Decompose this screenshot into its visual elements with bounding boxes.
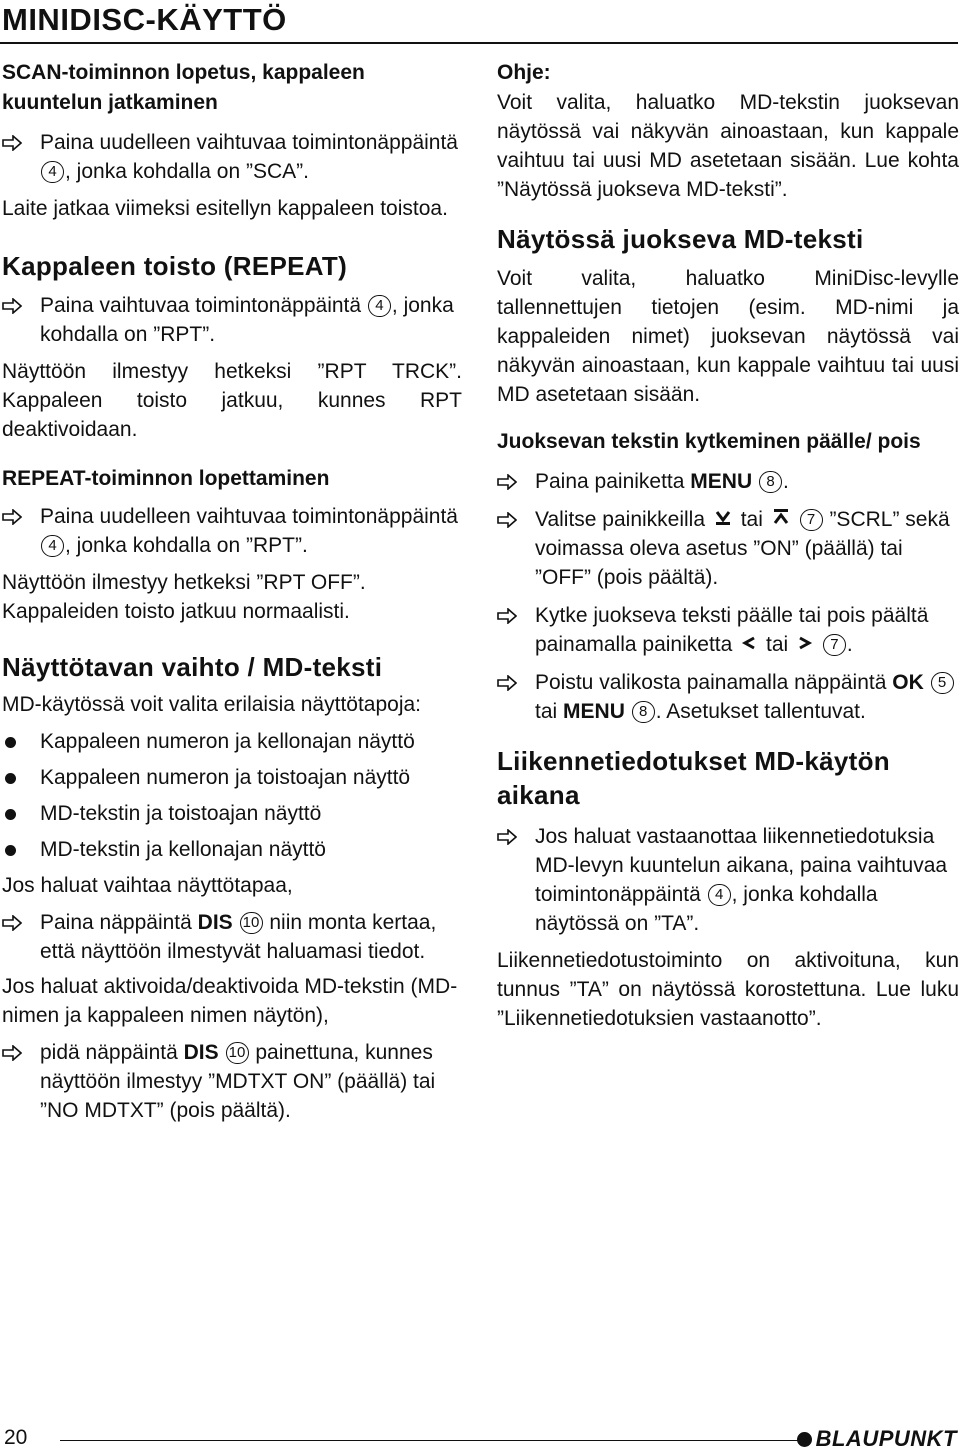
display-mode-item: Kappaleen numeron ja kellonajan näyttö [2, 727, 462, 756]
bullet-dot-icon [5, 809, 16, 820]
up-arrow-key-icon [772, 508, 790, 526]
menu-button-label: MENU [563, 700, 625, 723]
ok-button-label: OK [892, 671, 924, 694]
right-chevron-key-icon [797, 635, 813, 651]
display-intro: MD-käytössä voit valita erilaisia näyttötapoja: [2, 693, 422, 716]
toggle-step-3: Kytke juokseva teksti päälle tai pois päältä painamalla painiketta tai 7 . [497, 601, 959, 659]
step-arrow-icon [497, 829, 517, 845]
change-mode-intro: Jos haluat vaihtaa näyttötapaa, [2, 874, 293, 897]
toggle-heading: Juoksevan tekstin kytkeminen päälle/ pois [497, 430, 921, 453]
brand-logo [797, 1426, 957, 1452]
step-arrow-icon [2, 298, 22, 314]
toggle-step-2: Valitse painikkeilla tai 7 ”SCRL” sekä voimassa oleva asetus ”ON” (päällä) tai ”OFF” (pois päältä). [497, 505, 959, 592]
scroll-heading: Näytössä juokseva MD-teksti [497, 224, 864, 254]
key-number-badge: 4 [41, 535, 64, 557]
mdtext-intro: Jos haluat aktivoida/deaktivoida MD-tekstin (MD-nimen ja kappaleen nimen näytön), [2, 975, 458, 1027]
brand-dot-icon [797, 1432, 812, 1447]
key-number-badge: 8 [632, 701, 655, 723]
repeat-heading: Kappaleen toisto (REPEAT) [2, 251, 348, 281]
mdtext-step: pidä näppäintä DIS 10 painettuna, kunnes näyttöön ilmestyy ”MDTXT ON” (päällä) tai ”NO MDTXT” (pois päältä). [2, 1038, 462, 1125]
step-arrow-icon [2, 1045, 22, 1061]
scan-note: Laite jatkaa viimeksi esitellyn kappaleen toistoa. [2, 197, 448, 220]
repeat-step: Paina vaihtuvaa toimintonäppäintä 4 , jonka kohdalla on ”RPT”. [2, 291, 462, 349]
step-arrow-icon [2, 509, 22, 525]
step-arrow-icon [497, 512, 517, 528]
note-text: Voit valita, haluatko MD-tekstin juoksevan näytössä vai näkyvän ainoastaan, kun kappale vaihtuu tai uusi MD asetetaan sisään. Lue kohta ”Näytössä juokseva MD-teksti”. [497, 91, 959, 201]
display-mode-item: MD-tekstin ja kellonajan näyttö [2, 835, 462, 864]
repeat-off-note: Näyttöön ilmestyy hetkeksi ”RPT OFF”. Kappaleiden toisto jatkuu normaalisti. [2, 571, 366, 623]
brand-name: BLAUPUNKT [815, 1426, 957, 1451]
left-chevron-key-icon [741, 635, 757, 651]
repeat-off-step: Paina uudelleen vaihtuvaa toimintonäppäintä 4 , jonka kohdalla on ”RPT”. [2, 502, 462, 560]
key-number-badge: 8 [759, 471, 782, 493]
repeat-off-heading: REPEAT-toiminnon lopettaminen [2, 467, 330, 490]
display-mode-item: Kappaleen numeron ja toistoajan näyttö [2, 763, 462, 792]
step-arrow-icon [497, 474, 517, 490]
left-column [2, 58, 462, 1125]
dis-button-label: DIS [197, 911, 233, 934]
traffic-heading: Liikennetiedotukset MD-käytön aikana [497, 746, 890, 810]
bullet-dot-icon [5, 773, 16, 784]
key-number-badge: 10 [240, 912, 263, 934]
traffic-step: Jos haluat vastaanottaa liikennetiedotuksia MD-levyn kuuntelun aikana, paina vaihtuvaa toimintonäppäintä 4 , jonka kohdalla näytössä on ”TA”. [497, 822, 959, 938]
key-number-badge: 4 [708, 884, 731, 906]
title-rule [0, 42, 958, 44]
key-number-badge: 10 [226, 1042, 249, 1064]
change-mode-step: Paina näppäintä DIS 10 niin monta kertaa, että näyttöön ilmestyvät haluamasi tiedot. [2, 908, 462, 966]
key-number-badge: 4 [41, 161, 64, 183]
scan-step: Paina uudelleen vaihtuvaa toimintonäppäintä 4 , jonka kohdalla on ”SCA”. [2, 128, 462, 186]
toggle-step-1: Paina painiketta MENU 8 . [497, 467, 959, 496]
down-arrow-key-icon [714, 508, 732, 526]
key-number-badge: 7 [823, 634, 846, 656]
step-arrow-icon [497, 608, 517, 624]
page-title: MINIDISC-KÄYTTÖ [2, 2, 287, 37]
toggle-step-4: Poistu valikosta painamalla näppäintä OK 5 tai MENU 8 . Asetukset tallentuvat. [497, 668, 959, 726]
step-arrow-icon [2, 915, 22, 931]
page-number: 20 [4, 1426, 28, 1449]
display-mode-item: MD-tekstin ja toistoajan näyttö [2, 799, 462, 828]
menu-button-label: MENU [690, 470, 753, 493]
step-arrow-icon [497, 675, 517, 691]
right-column [497, 58, 959, 1033]
bullet-dot-icon [5, 737, 16, 748]
scan-stop-heading: SCAN-toiminnon lopetus, kappaleen kuuntelun jatkaminen [2, 61, 365, 114]
key-number-badge: 4 [368, 295, 391, 317]
scroll-text: Voit valita, haluatko MiniDisc-levylle tallennettujen tietojen (esim. MD-nimi ja kappaleiden nimet) juoksevan näytössä vai näkyvän ainoastaan, kun kappale vaihtuu tai uusi MD asetetaan sisään. [497, 267, 959, 406]
key-number-badge: 7 [800, 509, 823, 531]
traffic-note: Liikennetiedotustoiminto on aktivoituna, kun tunnus ”TA” on näytössä korostettuna. Lue luku ”Liikennetiedotuksien vastaanotto”. [497, 949, 959, 1030]
note-heading: Ohje: [497, 61, 551, 84]
footer-rule [60, 1440, 798, 1441]
display-mode-heading: Näyttötavan vaihto / MD-teksti [2, 652, 383, 682]
bullet-dot-icon [5, 845, 16, 856]
repeat-note: Näyttöön ilmestyy hetkeksi ”RPT TRCK”. Kappaleen toisto jatkuu, kunnes RPT deaktivoidaan. [2, 360, 462, 441]
key-number-badge: 5 [931, 672, 954, 694]
dis-button-label: DIS [183, 1041, 219, 1064]
step-arrow-icon [2, 135, 22, 151]
